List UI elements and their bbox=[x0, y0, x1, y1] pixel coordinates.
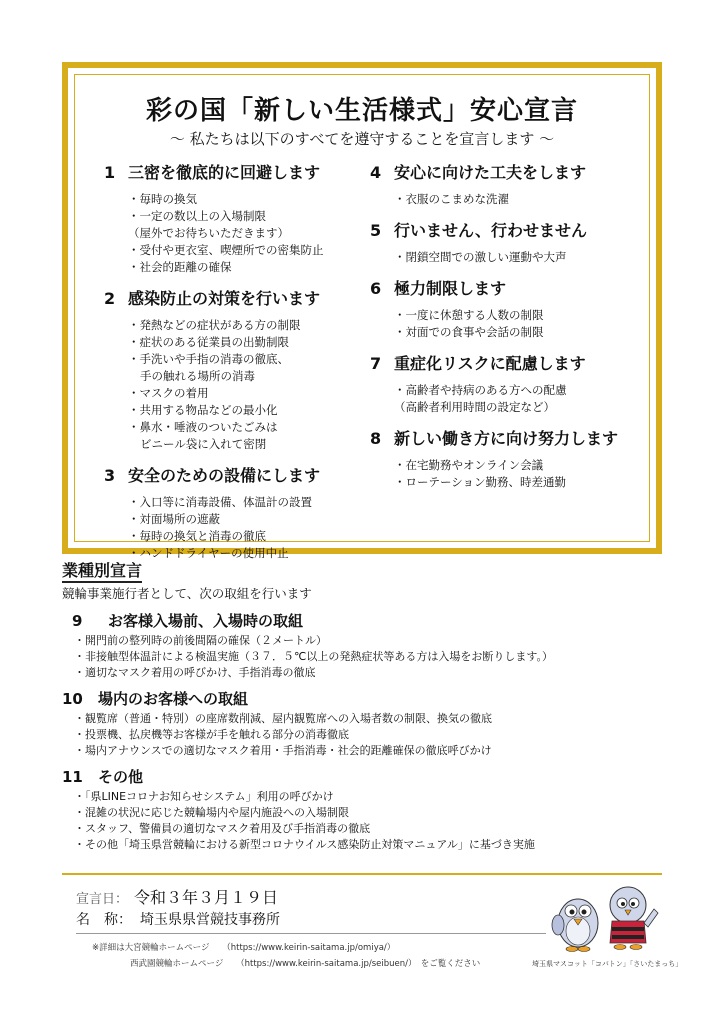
declarations-left-column bbox=[104, 160, 374, 572]
declaration-items bbox=[104, 191, 374, 276]
list-item: ・発熱などの症状がある方の制限 bbox=[128, 318, 301, 332]
list-item: ・一定の数以上の入場制限 bbox=[128, 209, 266, 223]
list-item: ・毎時の換気と消毒の徹底 bbox=[128, 529, 266, 543]
list-item: ・社会的距離の確保 bbox=[128, 260, 232, 274]
saitamacchi-mascot bbox=[610, 887, 658, 950]
list-item: ・マスクの着用 bbox=[128, 386, 209, 400]
list-item: ・閉鎖空間での激しい運動や大声 bbox=[394, 250, 567, 264]
industry-section-10 bbox=[62, 688, 682, 759]
list-item: ・入口等に消毒設備、体温計の設置 bbox=[128, 495, 312, 509]
organization-row bbox=[76, 909, 280, 929]
section-items bbox=[62, 633, 682, 681]
list-item: ・在宅勤務やオンライン会議 bbox=[394, 458, 544, 472]
industry-section-9 bbox=[62, 610, 682, 681]
list-item: ・鼻水・唾液のついたごみは bbox=[128, 420, 278, 434]
declaration-items bbox=[104, 317, 374, 453]
list-item: ・開門前の整列時の前後間隔の確保（２メートル） bbox=[74, 634, 327, 647]
declaration-date-row bbox=[76, 885, 278, 908]
declaration-heading: 1 三密を徹底的に回避します bbox=[104, 163, 321, 182]
footer-divider bbox=[76, 933, 546, 934]
declaration-5 bbox=[370, 218, 650, 266]
declaration-items bbox=[370, 382, 650, 416]
declaration-6 bbox=[370, 276, 650, 341]
declaration-8 bbox=[370, 426, 650, 491]
declaration-4 bbox=[370, 160, 650, 208]
declaration-items bbox=[370, 457, 650, 491]
list-item: ・手洗いや手指の消毒の徹底、 bbox=[128, 352, 289, 366]
section-items bbox=[62, 789, 682, 853]
list-item: ・症状のある従業員の出勤制限 bbox=[128, 335, 289, 349]
declaration-heading: 4 安心に向けた工夫をします bbox=[370, 163, 587, 182]
name-label: 名 称： bbox=[76, 912, 132, 928]
declaration-heading: 3 安全のための設備にします bbox=[104, 466, 321, 485]
declaration-heading: 6 極力制限します bbox=[370, 279, 507, 298]
declaration-items bbox=[104, 494, 374, 562]
list-item: ・観覧席（普通・特別）の座席数削減、屋内観覧席への入場者数の制限、換気の徹底 bbox=[74, 712, 492, 725]
declaration-items bbox=[370, 191, 650, 208]
declaration-7 bbox=[370, 351, 650, 416]
declaration-2 bbox=[104, 286, 374, 453]
declaration-heading: 2 感染防止の対策を行います bbox=[104, 289, 321, 308]
mascot-illustration bbox=[548, 879, 662, 953]
kobaton-mascot bbox=[552, 899, 598, 952]
declaration-date: 令和３年３月１９日 bbox=[134, 888, 279, 907]
omiya-link[interactable]: （https://www.keirin-saitama.jp/omiya/） bbox=[226, 943, 396, 953]
section-items bbox=[62, 711, 682, 759]
list-item: ・場内アナウンスでの適切なマスク着用・手指消毒・社会的距離確保の徹底呼びかけ bbox=[74, 744, 492, 757]
omiya-link-row: ※詳細は大宮競輪ホームページ （https://www.keirin-saitama.jp/omiya/） bbox=[92, 943, 396, 953]
declaration-1 bbox=[104, 160, 374, 276]
section-heading: 10 場内のお客様への取組 bbox=[62, 690, 249, 708]
declarations-right-column bbox=[370, 160, 650, 501]
industry-intro: 競輪事業施行者として、次の取組を行います bbox=[62, 586, 312, 601]
organization-name: 埼玉県県営競技事務所 bbox=[140, 912, 280, 928]
industry-section-11 bbox=[62, 766, 682, 853]
page-subtitle: ～ 私たちは以下のすべてを遵守することを宣言します ～ bbox=[169, 130, 555, 148]
declaration-heading: 5 行いません、行わせません bbox=[370, 221, 587, 240]
mascot-caption: 埼玉県マスコット「コバトン」「さいたまっち」 bbox=[532, 960, 683, 968]
list-item: ・高齢者や持病のある方への配慮 bbox=[394, 383, 567, 397]
list-item: （高齢者利用時間の設定など） bbox=[394, 400, 555, 414]
list-item: 手の触れる場所の消毒 bbox=[140, 369, 255, 383]
list-item: ・対面場所の遮蔽 bbox=[128, 512, 220, 526]
declaration-3 bbox=[104, 463, 374, 562]
list-item: ・ローテーション勤務、時差通勤 bbox=[394, 475, 567, 489]
list-item: ・投票機、払戻機等お客様が手を触れる部分の消毒徹底 bbox=[74, 728, 349, 741]
list-item: ・混雑の状況に応じた競輪場内や屋内施設への入場制限 bbox=[74, 806, 349, 819]
seibuen-link-row: 西武園競輪ホームページ （https://www.keirin-saitama.jp/seibuen/） をご覧ください bbox=[130, 959, 481, 969]
list-item: ・その他「埼玉県営競輪における新型コロナウイルス感染防止対策マニュアル」に基づき実施 bbox=[74, 838, 535, 851]
declaration-heading: 7 重症化リスクに配慮します bbox=[370, 354, 586, 373]
footer bbox=[62, 873, 683, 983]
declaration-heading: 8 新しい働き方に向け努力します bbox=[370, 429, 619, 448]
section-heading: 11 その他 bbox=[62, 768, 144, 786]
page-title: 彩の国「新しい生活様式」安心宣言 bbox=[145, 96, 578, 126]
date-label: 宣言日： bbox=[76, 892, 129, 907]
list-item: ・一度に休憩する人数の制限 bbox=[394, 308, 544, 322]
declaration-items bbox=[370, 249, 650, 266]
list-item: ・スタッフ、警備員の適切なマスク着用及び手指消毒の徹底 bbox=[74, 822, 371, 835]
list-item: ・非接触型体温計による検温実施（３７．５℃以上の発熱症状等ある方は入場をお断りします。） bbox=[74, 650, 553, 663]
list-item: ビニール袋に入れて密閉 bbox=[140, 437, 267, 451]
declaration-frame bbox=[62, 62, 662, 560]
seibuen-link[interactable]: （https://www.keirin-saitama.jp/seibuen/） bbox=[240, 959, 413, 969]
list-item: ・共用する物品などの最小化 bbox=[128, 403, 278, 417]
section-heading: 9 お客様入場前、入場時の取組 bbox=[72, 612, 304, 630]
list-item: ・ハンドドライヤーの使用中止 bbox=[128, 546, 289, 560]
list-item: ・毎時の換気 bbox=[128, 192, 197, 206]
list-item: （屋外でお待ちいただきます） bbox=[128, 226, 289, 240]
list-item: ・受付や更衣室、喫煙所での密集防止 bbox=[128, 243, 324, 257]
declaration-items bbox=[370, 307, 650, 341]
list-item: ・対面での食事や会話の制限 bbox=[394, 325, 544, 339]
list-item: ・衣服のこまめな洗濯 bbox=[394, 192, 509, 206]
industry-heading: 業種別宣言 bbox=[62, 562, 142, 583]
list-item: ・適切なマスク着用の呼びかけ、手指消毒の徹底 bbox=[74, 666, 316, 679]
list-item: ・「県LINEコロナお知らせシステム」利用の呼びかけ bbox=[74, 790, 334, 803]
